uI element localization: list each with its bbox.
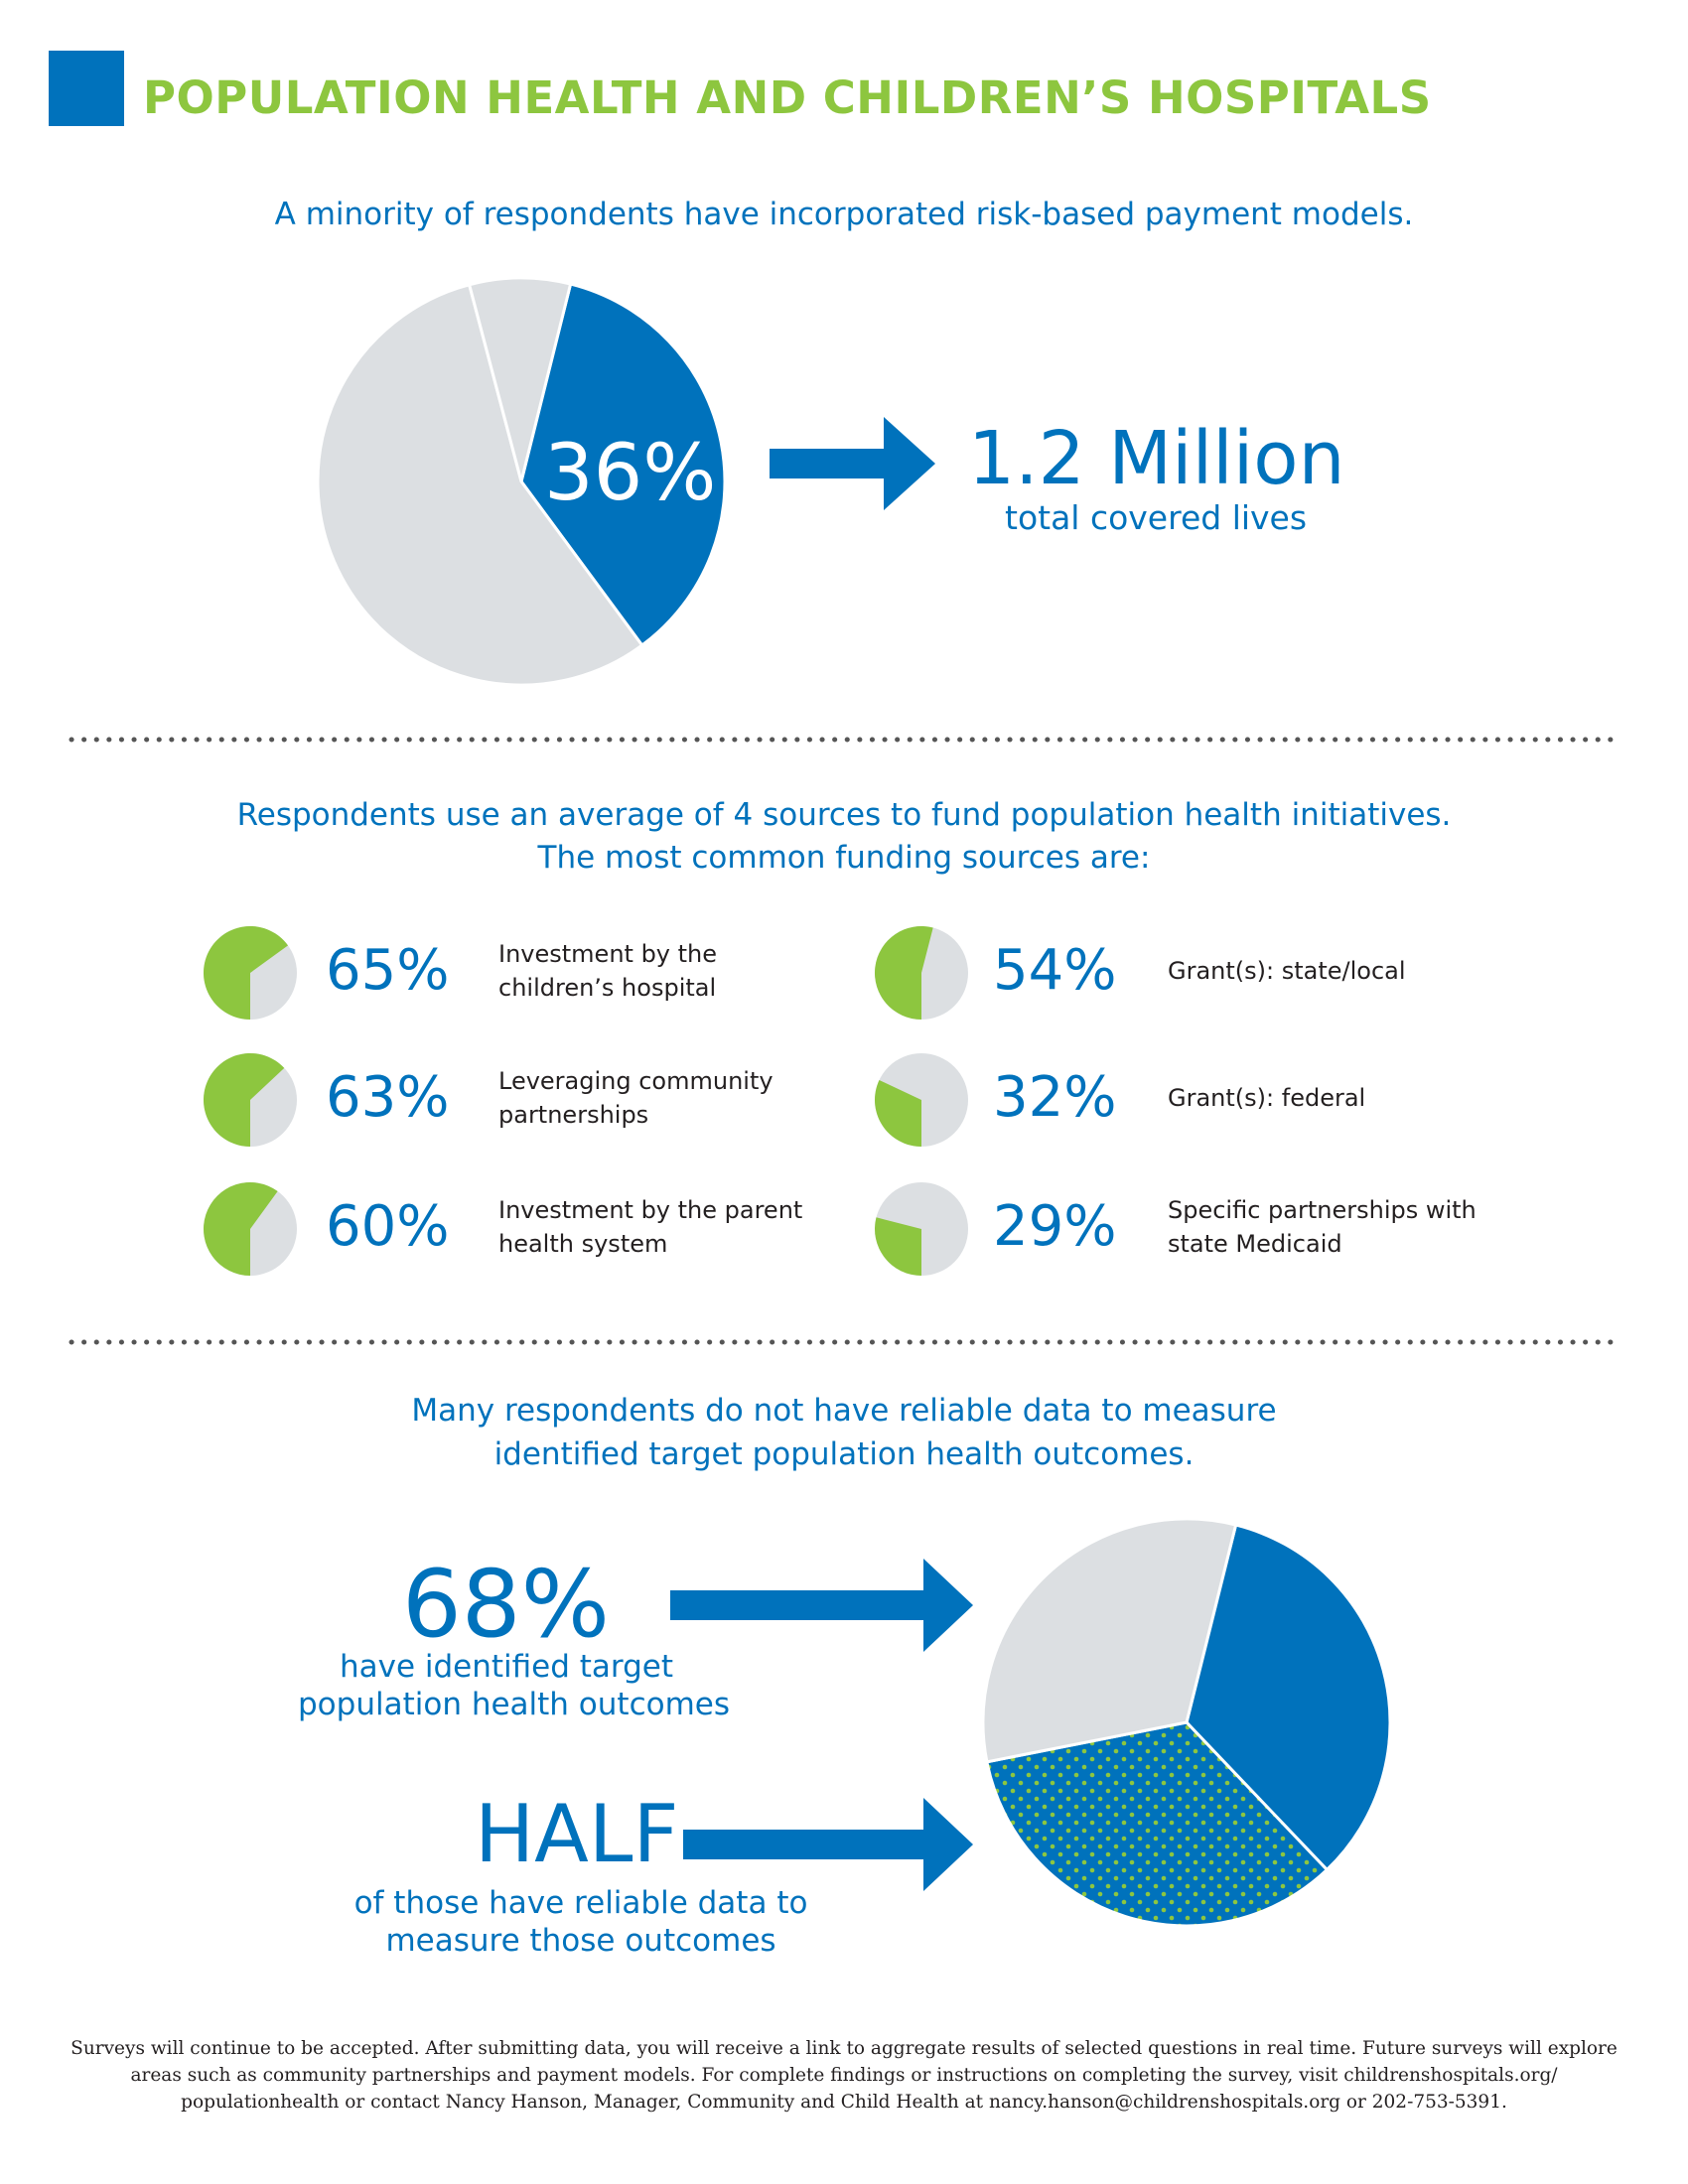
section3-headline-line2: identified target population health outcomes.	[493, 1436, 1195, 1472]
funding-pct-label: 29%	[993, 1194, 1117, 1259]
funding-pie-3	[875, 926, 968, 1020]
funding-pie-1	[204, 1053, 297, 1147]
funding-pie-5	[875, 1182, 968, 1276]
pie-label-36: 36%	[544, 429, 717, 518]
arrow-icon	[770, 417, 935, 510]
funding-pie-4	[875, 1053, 968, 1147]
covered-lives-caption: total covered lives	[1005, 498, 1308, 537]
section1-headline: A minority of respondents have incorporated risk-based payment models.	[274, 197, 1414, 232]
funding-source-label: Grant(s): federal	[1168, 1084, 1366, 1112]
funding-source-label: Investment by the parent health system	[498, 1196, 803, 1258]
funding-pct-label: 63%	[326, 1065, 450, 1130]
funding-pct-label: 32%	[993, 1065, 1117, 1130]
section2-headline-line1: Respondents use an average of 4 sources to fund population health initiatives.	[236, 797, 1452, 833]
outcomes-pie	[983, 1519, 1390, 1926]
stat-68-caption-line2: population health outcomes	[298, 1687, 730, 1722]
funding-pct-label: 60%	[326, 1194, 450, 1259]
funding-pie-0	[204, 926, 297, 1020]
arrow-icon	[670, 1559, 973, 1652]
funding-pct-label: 65%	[326, 938, 450, 1003]
page-title: POPULATION HEALTH AND CHILDREN’S HOSPITALS	[143, 71, 1432, 124]
covered-lives-number: 1.2 Million	[968, 416, 1345, 501]
funding-pct-label: 54%	[993, 938, 1117, 1003]
arrow-icon	[683, 1798, 973, 1891]
funding-source-label: Specific partnerships with state Medicaid	[1168, 1196, 1477, 1258]
stat-half-caption-line2: measure those outcomes	[385, 1923, 776, 1959]
stat-half-number: HALF	[475, 1788, 679, 1880]
funding-source-label: Investment by the children’s hospital	[498, 940, 718, 1002]
stat-68-caption-line1: have identified target	[339, 1649, 674, 1685]
stat-68-number: 68%	[402, 1551, 610, 1659]
section2-headline-line2: The most common funding sources are:	[537, 840, 1151, 876]
funding-source-label: Leveraging community partnerships	[498, 1067, 774, 1129]
stat-half-caption-line1: of those have reliable data to	[353, 1885, 808, 1921]
funding-pie-2	[204, 1182, 297, 1276]
footer-text: Surveys will continue to be accepted. After submitting data, you will receive a link to aggregate results of selected questions in real time. Future surveys will explore areas such as community partnerships and payment models. For complete findings or instructions on completing the survey, visit childrenshospitals.org/ populationhealth or contact Nancy Hanson, Manager, Community and Child Health at nancy.hanson@childrenshospitals.org or 202-753-5391.	[70, 2038, 1618, 2113]
funding-source-label: Grant(s): state/local	[1168, 957, 1406, 985]
section3-headline-line1: Many respondents do not have reliable data to measure	[411, 1393, 1277, 1429]
